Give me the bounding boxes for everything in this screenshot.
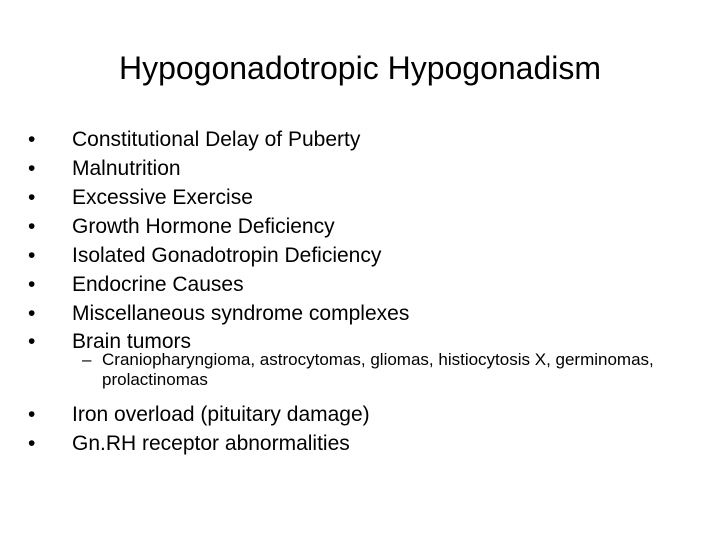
bullet-text: Iron overload (pituitary damage): [72, 403, 370, 426]
bullet-text: Miscellaneous syndrome complexes: [72, 302, 410, 325]
bullet-text: Isolated Gonadotropin Deficiency: [72, 244, 382, 267]
bullet-glyph: •: [28, 157, 36, 180]
bullet-glyph: •: [28, 432, 36, 455]
bullet-text: Gn.RH receptor abnormalities: [72, 432, 350, 455]
bullet-text: Endocrine Causes: [72, 273, 244, 296]
bullet-text: Constitutional Delay of Puberty: [72, 128, 361, 151]
bullet-text: Brain tumors: [72, 330, 192, 353]
sub-bullet-dash: –: [82, 350, 92, 369]
bullet-glyph: •: [28, 403, 36, 426]
bullet-text: Growth Hormone Deficiency: [72, 215, 335, 238]
bullet-glyph: •: [28, 302, 36, 325]
bullet-text: Malnutrition: [72, 157, 181, 180]
bullet-glyph: •: [28, 186, 36, 209]
bullet-glyph: •: [28, 215, 36, 238]
bullet-glyph: •: [28, 244, 36, 267]
slide-title: Hypogonadotropic Hypogonadism: [118, 50, 602, 86]
bullet-glyph: •: [28, 128, 36, 151]
bullet-glyph: •: [28, 273, 36, 296]
bullet-text: Excessive Exercise: [72, 186, 253, 209]
sub-bullet-text: Craniopharyngioma, astrocytomas, gliomas, histiocytosis X, germinomas, prolactinomas: [102, 350, 654, 389]
bullet-glyph: •: [28, 330, 36, 353]
